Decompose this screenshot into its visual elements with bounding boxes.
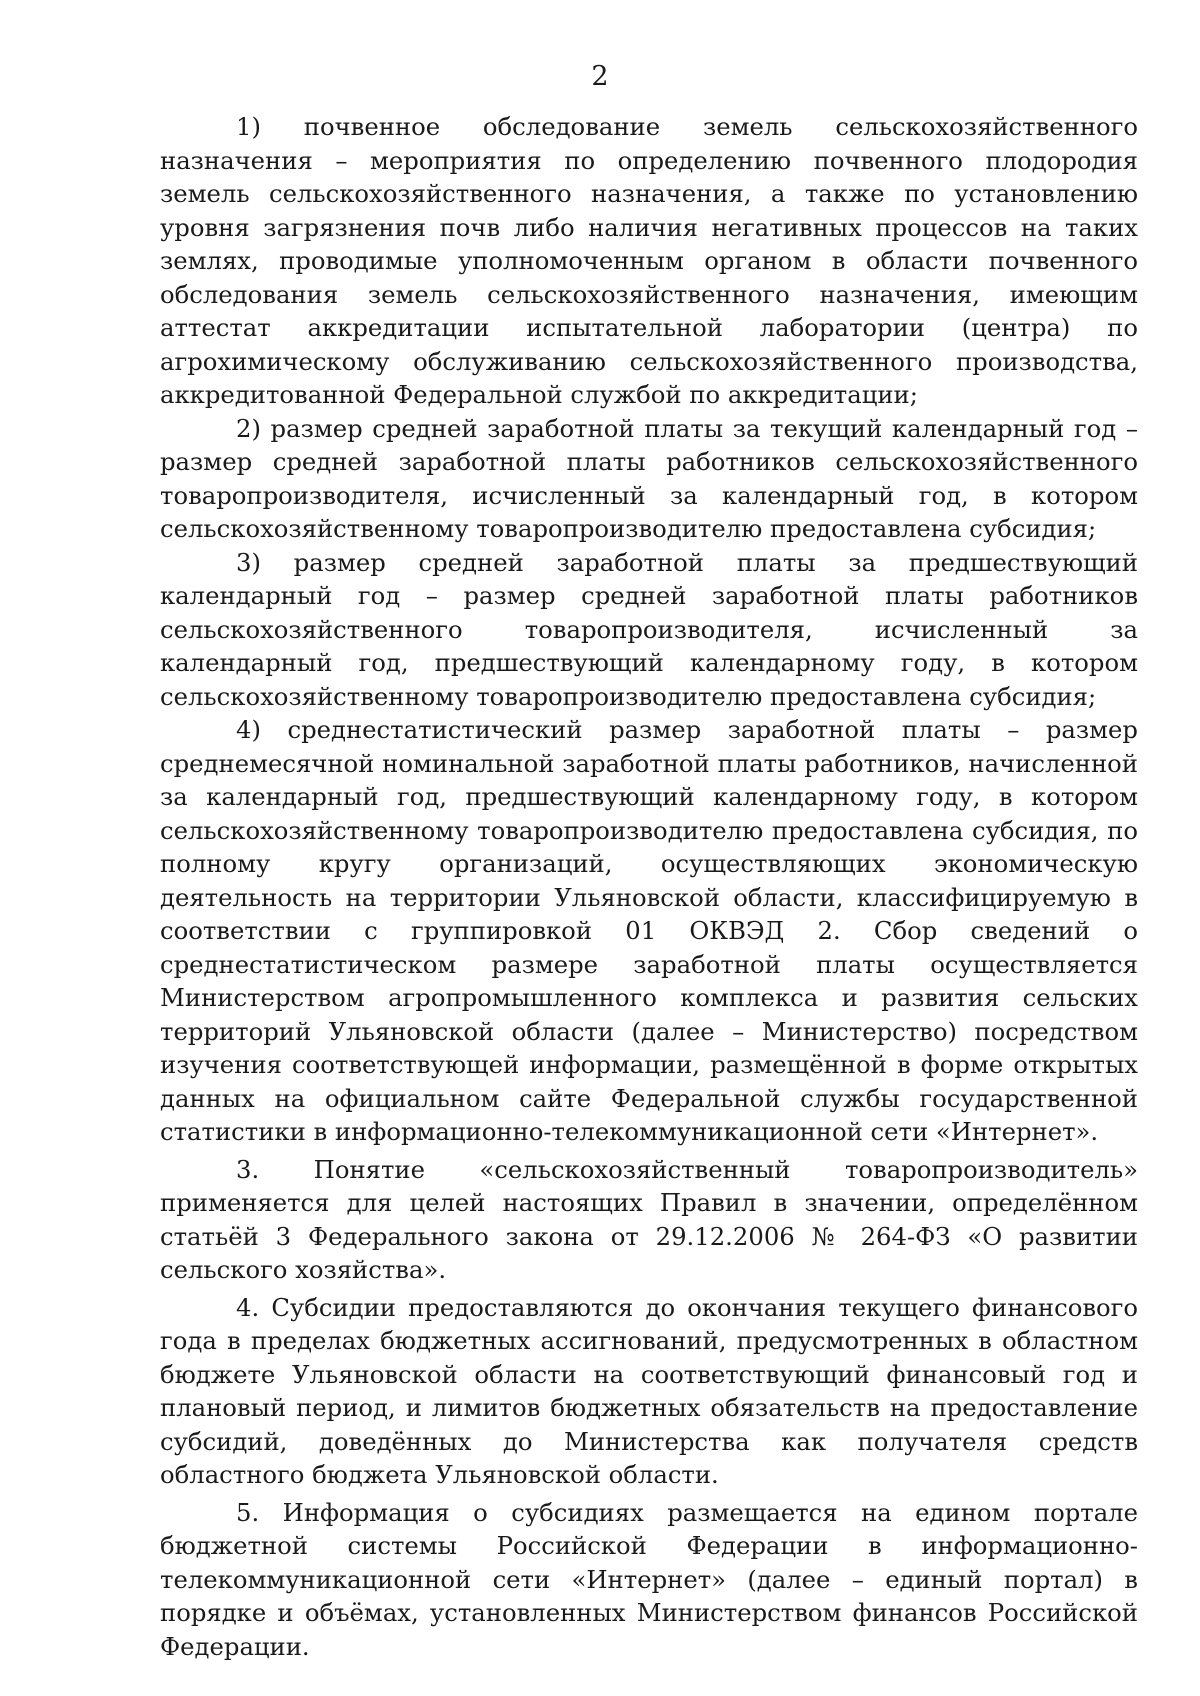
paragraph-clause-3: 3. Понятие «сельскохозяйственный товаропроизводитель» применяется для целей настоящих Правил в значении, определённом статьёй 3 Федерального закона от 29.12.2006 № 264-ФЗ «О развитии сельского хозяйства».: [160, 1154, 1138, 1284]
paragraph-clause-5: 5. Информация о субсидиях размещается на едином портале бюджетной системы Российской Федерации в информационно-телекоммуникационной сети «Интернет» (далее – единый портал) в порядке и объёмах, установленных Министерством финансов Российской Федерации.: [160, 1497, 1138, 1661]
paragraph-definition-4: 4) среднестатистический размер заработной платы – размер среднемесячной номинальной заработной платы работников, начисленной за календарный год, предшествующий календарному году, в котором сельскохозяйственному товаропроизводителю предоставлена субсидия, по полному кругу организаций, осуществляющих экономическую деятельность на территории Ульяновской области, классифицируемую в соответствии с группировкой 01 ОКВЭД 2. Сбор сведений о среднестатистическом размере заработной платы осуществляется Министерством агропромышленного комплекса и развития сельских территорий Ульяновской области (далее – Министерство) посредством изучения соответствующей информации, размещённой в форме открытых данных на официальном сайте Федеральной службы государственной статистики в информационно-телекоммуникационной сети «Интернет».: [160, 715, 1138, 1146]
paragraph-definition-1: 1) почвенное обследование земель сельскохозяйственного назначения – мероприятия по определению почвенного плодородия земель сельскохозяйственного назначения, а также по установлению уровня загрязнения почв либо наличия негативных процессов на таких землях, проводимые уполномоченным органом в области почвенного обследования земель сельскохозяйственного назначения, имеющим аттестат аккредитации испытательной лаборатории (центра) по агрохимическому обслуживанию сельскохозяйственного производства, аккредитованной Федеральной службой по аккредитации;: [160, 112, 1138, 409]
paragraph-clause-4: 4. Субсидии предоставляются до окончания текущего финансового года в пределах бюджетных ассигнований, предусмотренных в областном бюджете Ульяновской области на соответствующий финансовый год и плановый период, и лимитов бюджетных обязательств на предоставление субсидий, доведённых до Министерства как получателя средств областного бюджета Ульяновской области.: [160, 1292, 1138, 1489]
paragraph-definition-2: 2) размер средней заработной платы за текущий календарный год – размер средней заработной платы работников сельскохозяйственного товаропроизводителя, исчисленный за календарный год, в котором сельскохозяйственному товаропроизводителю предоставлена субсидия;: [160, 413, 1138, 543]
document-body: [160, 110, 1138, 1663]
paragraph-definition-3: 3) размер средней заработной платы за предшествующий календарный год – размер средней заработной платы работников сельскохозяйственного товаропроизводителя, исчисленный за календарный год, предшествующий календарному году, в котором сельскохозяйственному товаропроизводителю предоставлена субсидия;: [160, 547, 1138, 711]
page-number: 2: [591, 61, 609, 92]
